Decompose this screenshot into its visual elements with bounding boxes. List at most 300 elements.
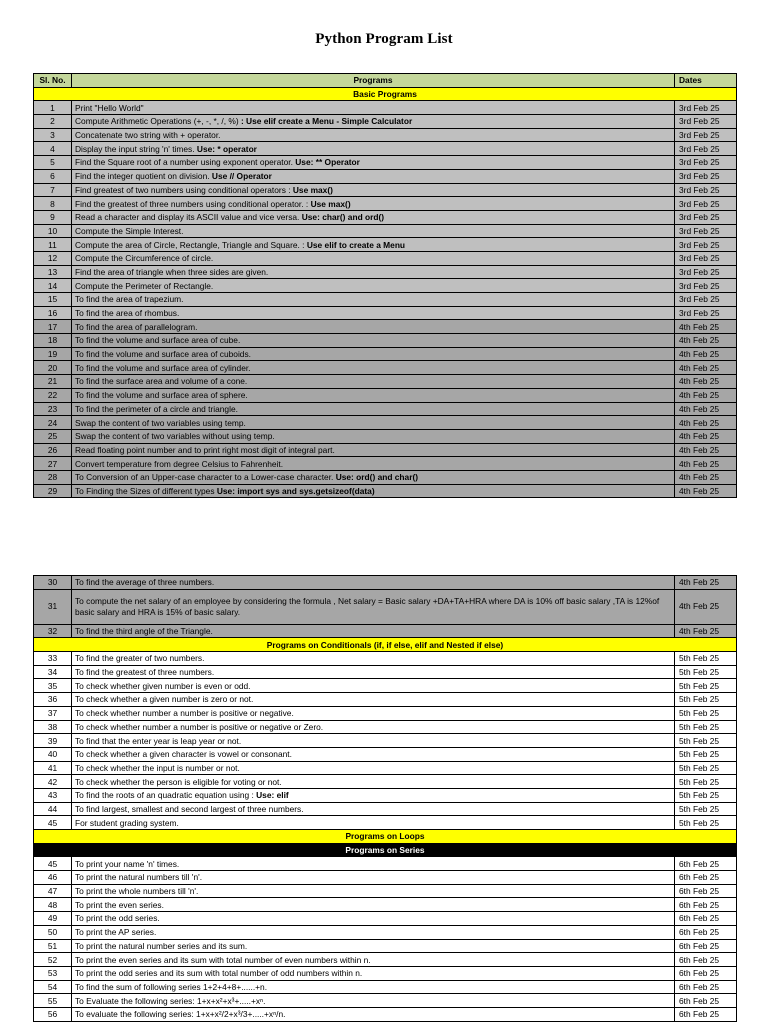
program-text: Swap the content of two variables without using temp. — [75, 431, 275, 442]
program-description — [72, 210, 675, 224]
section-row-loops — [34, 830, 737, 844]
table-row — [34, 183, 737, 197]
program-usage-hint: Use // Operator — [211, 171, 272, 182]
program-date: 4th Feb 25 — [675, 443, 737, 457]
program-description — [72, 679, 675, 693]
table-header-row — [34, 74, 737, 88]
row-number: 35 — [34, 679, 72, 693]
program-date: 5th Feb 25 — [675, 652, 737, 666]
program-text: Read a character and display its ASCII value and vice versa. — [75, 212, 302, 223]
row-number: 13 — [34, 265, 72, 279]
program-date: 6th Feb 25 — [675, 898, 737, 912]
table-row — [34, 966, 737, 980]
row-number: 16 — [34, 306, 72, 320]
table-row — [34, 857, 737, 871]
row-number: 26 — [34, 443, 72, 457]
program-date: 3rd Feb 25 — [675, 115, 737, 129]
row-number: 40 — [34, 747, 72, 761]
table-row — [34, 429, 737, 443]
row-number: 44 — [34, 802, 72, 816]
program-usage-hint: Use: elif — [256, 790, 289, 801]
program-text: To find the area of rhombus. — [75, 308, 180, 319]
program-usage-hint: Use max() — [292, 184, 333, 195]
program-description — [72, 197, 675, 211]
program-text: Compute the Circumference of circle. — [75, 253, 214, 264]
table-row — [34, 884, 737, 898]
program-text: To find the roots of an quadratic equation using : — [75, 790, 257, 801]
table-row — [34, 871, 737, 885]
row-number: 33 — [34, 652, 72, 666]
program-description — [72, 279, 675, 293]
program-description — [72, 871, 675, 885]
table-row — [34, 953, 737, 967]
program-date: 6th Feb 25 — [675, 953, 737, 967]
program-text: Compute the Simple Interest. — [75, 225, 184, 236]
program-date: 5th Feb 25 — [675, 747, 737, 761]
program-text: To Finding the Sizes of different types — [75, 485, 217, 496]
program-text: To check whether the person is eligible for voting or not. — [75, 776, 282, 787]
row-number: 25 — [34, 429, 72, 443]
program-date: 6th Feb 25 — [675, 884, 737, 898]
row-number: 54 — [34, 980, 72, 994]
table-row — [34, 320, 737, 334]
table-row — [34, 912, 737, 926]
program-text: To find that the enter year is leap year or not. — [75, 735, 242, 746]
program-text: Read floating point number and to print right most digit of integral part. — [75, 444, 335, 455]
program-text: To Conversion of an Upper-case character to a Lower-case character. — [75, 472, 336, 483]
row-number: 49 — [34, 912, 72, 926]
program-description — [72, 484, 675, 498]
program-text: To find the surface area and volume of a cone. — [75, 376, 248, 387]
row-number: 38 — [34, 720, 72, 734]
program-description — [72, 128, 675, 142]
program-description — [72, 816, 675, 830]
program-description — [72, 361, 675, 375]
section-row-basic — [34, 87, 737, 101]
table-row — [34, 470, 737, 484]
program-date: 6th Feb 25 — [675, 871, 737, 885]
section-title-loops: Programs on Loops — [34, 830, 737, 844]
table-row — [34, 156, 737, 170]
row-number: 46 — [34, 871, 72, 885]
program-date: 3rd Feb 25 — [675, 293, 737, 307]
program-date: 4th Feb 25 — [675, 457, 737, 471]
program-date: 5th Feb 25 — [675, 775, 737, 789]
program-date: 3rd Feb 25 — [675, 210, 737, 224]
program-text: To find the greater of two numbers. — [75, 653, 205, 664]
program-text: To Evaluate the following series: 1+x+x²+x³+.....+xⁿ. — [75, 995, 266, 1006]
program-date: 6th Feb 25 — [675, 912, 737, 926]
section-row-series — [34, 843, 737, 857]
program-date: 4th Feb 25 — [675, 624, 737, 638]
row-number: 9 — [34, 210, 72, 224]
table-row — [34, 142, 737, 156]
row-number: 2 — [34, 115, 72, 129]
program-usage-hint: Use: char() and ord() — [301, 212, 385, 223]
row-number: 6 — [34, 169, 72, 183]
row-number: 42 — [34, 775, 72, 789]
program-description — [72, 624, 675, 638]
program-text: Display the input string 'n' times. — [75, 143, 197, 154]
row-number: 7 — [34, 183, 72, 197]
table-row — [34, 251, 737, 265]
program-date: 4th Feb 25 — [675, 589, 737, 624]
row-number: 22 — [34, 388, 72, 402]
program-description — [72, 402, 675, 416]
program-description — [72, 265, 675, 279]
program-text: To find the volume and surface area of cylinder. — [75, 362, 251, 373]
table-row — [34, 925, 737, 939]
row-number: 19 — [34, 347, 72, 361]
program-description — [72, 966, 675, 980]
program-description — [72, 443, 675, 457]
section-title-series: Programs on Series — [34, 843, 737, 857]
table-row — [34, 115, 737, 129]
table-row — [34, 293, 737, 307]
program-date: 6th Feb 25 — [675, 966, 737, 980]
program-description — [72, 857, 675, 871]
program-description — [72, 652, 675, 666]
row-number: 47 — [34, 884, 72, 898]
program-date: 6th Feb 25 — [675, 1007, 737, 1021]
program-description — [72, 115, 675, 129]
program-description — [72, 884, 675, 898]
program-description — [72, 747, 675, 761]
row-number: 3 — [34, 128, 72, 142]
table-row — [34, 734, 737, 748]
program-text: Find greatest of two numbers using conditional operators : — [75, 184, 293, 195]
program-description — [72, 375, 675, 389]
program-date: 5th Feb 25 — [675, 679, 737, 693]
row-number: 1 — [34, 101, 72, 115]
table-row — [34, 980, 737, 994]
program-description — [72, 320, 675, 334]
program-text: Find the area of triangle when three sides are given. — [75, 266, 269, 277]
program-date: 3rd Feb 25 — [675, 128, 737, 142]
program-text: Compute the area of Circle, Rectangle, Triangle and Square. : — [75, 239, 307, 250]
program-description — [72, 251, 675, 265]
table-row — [34, 720, 737, 734]
program-usage-hint: Use max() — [310, 198, 351, 209]
program-text: Concatenate two string with + operator. — [75, 130, 221, 141]
table-row — [34, 589, 737, 624]
program-description — [72, 183, 675, 197]
program-usage-hint: Use: import sys and sys.getsizeof(data) — [216, 485, 375, 496]
row-number: 28 — [34, 470, 72, 484]
table-row — [34, 416, 737, 430]
program-date: 4th Feb 25 — [675, 320, 737, 334]
table-row — [34, 279, 737, 293]
program-usage-hint: Use: * operator — [196, 143, 257, 154]
program-usage-hint: : Use elif create a Menu - Simple Calculator — [240, 116, 413, 127]
program-description — [72, 388, 675, 402]
program-date: 5th Feb 25 — [675, 802, 737, 816]
table-row — [34, 388, 737, 402]
program-usage-hint: Use elif to create a Menu — [306, 239, 406, 250]
program-text: To find the third angle of the Triangle. — [75, 626, 213, 637]
section-title-conditionals: Programs on Conditionals (if, if else, elif and Nested if else) — [34, 638, 737, 652]
program-date: 4th Feb 25 — [675, 388, 737, 402]
program-date: 5th Feb 25 — [675, 816, 737, 830]
program-description — [72, 898, 675, 912]
program-text: To print your name 'n' times. — [75, 858, 180, 869]
program-date: 4th Feb 25 — [675, 576, 737, 590]
table-row — [34, 802, 737, 816]
program-date: 5th Feb 25 — [675, 761, 737, 775]
program-date: 3rd Feb 25 — [675, 279, 737, 293]
row-number: 24 — [34, 416, 72, 430]
program-text: Find the integer quotient on division. — [75, 171, 212, 182]
program-text: Convert temperature from degree Celsius to Fahrenheit. — [75, 458, 284, 469]
row-number: 52 — [34, 953, 72, 967]
program-date: 6th Feb 25 — [675, 980, 737, 994]
program-description — [72, 720, 675, 734]
table-row — [34, 361, 737, 375]
program-description — [72, 734, 675, 748]
row-number: 8 — [34, 197, 72, 211]
program-description — [72, 788, 675, 802]
table-row — [34, 210, 737, 224]
program-text: Print "Hello World" — [75, 102, 144, 113]
section-title-basic: Basic Programs — [34, 87, 737, 101]
row-number: 12 — [34, 251, 72, 265]
row-number: 31 — [34, 589, 72, 624]
header-sl-no: Sl. No. — [34, 74, 72, 88]
program-date: 3rd Feb 25 — [675, 224, 737, 238]
program-description — [72, 802, 675, 816]
row-number: 17 — [34, 320, 72, 334]
row-number: 53 — [34, 966, 72, 980]
program-text: To check whether a given number is zero or not. — [75, 694, 254, 705]
program-date: 5th Feb 25 — [675, 720, 737, 734]
program-date: 3rd Feb 25 — [675, 169, 737, 183]
row-number: 14 — [34, 279, 72, 293]
program-text: To find largest, smallest and second largest of three numbers. — [75, 803, 304, 814]
program-description — [72, 693, 675, 707]
row-number: 27 — [34, 457, 72, 471]
table-row — [34, 576, 737, 590]
row-number: 21 — [34, 375, 72, 389]
program-description — [72, 925, 675, 939]
row-number: 20 — [34, 361, 72, 375]
table-row — [34, 484, 737, 498]
row-number: 36 — [34, 693, 72, 707]
program-date: 4th Feb 25 — [675, 470, 737, 484]
program-text: Find the Square root of a number using exponent operator. — [75, 157, 296, 168]
row-number: 34 — [34, 665, 72, 679]
program-date: 4th Feb 25 — [675, 416, 737, 430]
program-table-part-2 — [33, 575, 737, 1022]
program-date: 4th Feb 25 — [675, 361, 737, 375]
program-date: 5th Feb 25 — [675, 706, 737, 720]
program-date: 4th Feb 25 — [675, 334, 737, 348]
row-number: 29 — [34, 484, 72, 498]
program-date: 3rd Feb 25 — [675, 306, 737, 320]
program-date: 5th Feb 25 — [675, 788, 737, 802]
row-number: 43 — [34, 788, 72, 802]
table-row — [34, 101, 737, 115]
table-row — [34, 265, 737, 279]
table-row — [34, 775, 737, 789]
program-description — [72, 706, 675, 720]
program-text: To print the natural numbers till 'n'. — [75, 872, 203, 883]
row-number: 56 — [34, 1007, 72, 1021]
program-description — [72, 665, 675, 679]
row-number: 37 — [34, 706, 72, 720]
table-row — [34, 1007, 737, 1021]
program-date: 4th Feb 25 — [675, 402, 737, 416]
row-number: 55 — [34, 994, 72, 1008]
table-row — [34, 334, 737, 348]
program-text: Compute Arithmetic Operations (+, -, *, /, %) — [75, 116, 241, 127]
row-number: 18 — [34, 334, 72, 348]
program-description — [72, 156, 675, 170]
program-date: 6th Feb 25 — [675, 994, 737, 1008]
program-description — [72, 939, 675, 953]
row-number: 5 — [34, 156, 72, 170]
program-text: To find the volume and surface area of sphere. — [75, 390, 248, 401]
program-description — [72, 347, 675, 361]
table-row — [34, 665, 737, 679]
program-description — [72, 238, 675, 252]
program-text: To find the area of parallelogram. — [75, 321, 198, 332]
program-text: To print the even series and its sum with total number of even numbers within n. — [75, 954, 371, 965]
table-row — [34, 693, 737, 707]
program-text: To check whether given number is even or odd. — [75, 680, 251, 691]
program-text: To find the volume and surface area of cuboids. — [75, 349, 251, 360]
program-date: 5th Feb 25 — [675, 693, 737, 707]
program-text: To compute the net salary of an employee by considering the formula , Net salary = Basic salary +DA+TA+HRA where DA is 10% off basic salary ,TA is 12%of basic salary and HRA is 15% of basic salary. — [75, 595, 660, 617]
table-row — [34, 224, 737, 238]
program-date: 3rd Feb 25 — [675, 156, 737, 170]
program-table-part-1 — [33, 73, 737, 498]
program-description — [72, 775, 675, 789]
program-text: To find the area of trapezium. — [75, 294, 184, 305]
program-description — [72, 912, 675, 926]
program-description — [72, 457, 675, 471]
program-description — [72, 470, 675, 484]
row-number: 11 — [34, 238, 72, 252]
program-date: 5th Feb 25 — [675, 665, 737, 679]
page-title: Python Program List — [315, 31, 453, 47]
table-row — [34, 128, 737, 142]
program-text: For student grading system. — [75, 817, 179, 828]
row-number: 48 — [34, 898, 72, 912]
program-description — [72, 576, 675, 590]
table-row — [34, 197, 737, 211]
program-text: To find the perimeter of a circle and triangle. — [75, 403, 238, 414]
program-date: 4th Feb 25 — [675, 347, 737, 361]
program-text: To evaluate the following series: 1+x+x²/2+x³/3+.....+xⁿ/n. — [75, 1009, 286, 1020]
table-row — [34, 624, 737, 638]
row-number: 10 — [34, 224, 72, 238]
program-text: To find the greatest of three numbers. — [75, 667, 215, 678]
program-date: 5th Feb 25 — [675, 734, 737, 748]
program-date: 3rd Feb 25 — [675, 238, 737, 252]
program-description — [72, 142, 675, 156]
header-programs: Programs — [72, 74, 675, 88]
program-text: To find the sum of following series 1+2+4+8+......+n. — [75, 981, 268, 992]
section-row-conditionals — [34, 638, 737, 652]
program-text: To find the average of three numbers. — [75, 577, 215, 588]
program-date: 4th Feb 25 — [675, 429, 737, 443]
program-date: 3rd Feb 25 — [675, 101, 737, 115]
program-text: Compute the Perimeter of Rectangle. — [75, 280, 214, 291]
table-row — [34, 898, 737, 912]
row-number: 39 — [34, 734, 72, 748]
table-row — [34, 402, 737, 416]
row-number: 51 — [34, 939, 72, 953]
program-text: To print the AP series. — [75, 927, 157, 938]
program-date: 3rd Feb 25 — [675, 251, 737, 265]
table-row — [34, 457, 737, 471]
row-number: 15 — [34, 293, 72, 307]
program-date: 3rd Feb 25 — [675, 197, 737, 211]
table-row — [34, 169, 737, 183]
table-row — [34, 443, 737, 457]
program-text: To print the natural number series and its sum. — [75, 940, 248, 951]
table-row — [34, 816, 737, 830]
program-description — [72, 980, 675, 994]
row-number: 45 — [34, 857, 72, 871]
program-text: To check whether the input is number or not. — [75, 762, 240, 773]
table-row — [34, 679, 737, 693]
program-text: To print the even series. — [75, 899, 164, 910]
table-row — [34, 761, 737, 775]
program-description — [72, 101, 675, 115]
program-description — [72, 293, 675, 307]
program-description — [72, 169, 675, 183]
table-row — [34, 652, 737, 666]
program-text: To check whether number a number is positive or negative. — [75, 708, 294, 719]
program-text: To find the volume and surface area of cube. — [75, 335, 241, 346]
program-date: 3rd Feb 25 — [675, 265, 737, 279]
header-dates: Dates — [675, 74, 737, 88]
program-description — [72, 589, 675, 624]
row-number: 4 — [34, 142, 72, 156]
row-number: 50 — [34, 925, 72, 939]
program-description — [72, 334, 675, 348]
row-number: 30 — [34, 576, 72, 590]
program-description — [72, 429, 675, 443]
program-text: To print the whole numbers till 'n'. — [75, 886, 199, 897]
table-row — [34, 347, 737, 361]
program-text: To print the odd series. — [75, 913, 160, 924]
program-description — [72, 224, 675, 238]
program-text: To check whether number a number is positive or negative or Zero. — [75, 721, 324, 732]
program-date: 6th Feb 25 — [675, 857, 737, 871]
table-row — [34, 939, 737, 953]
program-description — [72, 761, 675, 775]
row-number: 32 — [34, 624, 72, 638]
program-date: 4th Feb 25 — [675, 484, 737, 498]
table-row — [34, 788, 737, 802]
program-description — [72, 1007, 675, 1021]
program-text: To print the odd series and its sum with total number of odd numbers within n. — [75, 968, 363, 979]
program-date: 6th Feb 25 — [675, 939, 737, 953]
program-description — [72, 994, 675, 1008]
row-number: 23 — [34, 402, 72, 416]
table-row — [34, 375, 737, 389]
program-description — [72, 416, 675, 430]
program-date: 4th Feb 25 — [675, 375, 737, 389]
program-date: 6th Feb 25 — [675, 925, 737, 939]
table-row — [34, 306, 737, 320]
program-usage-hint: Use: ** Operator — [295, 157, 360, 168]
program-description — [72, 306, 675, 320]
program-usage-hint: Use: ord() and char() — [335, 472, 419, 483]
program-text: To check whether a given character is vowel or consonant. — [75, 749, 292, 760]
